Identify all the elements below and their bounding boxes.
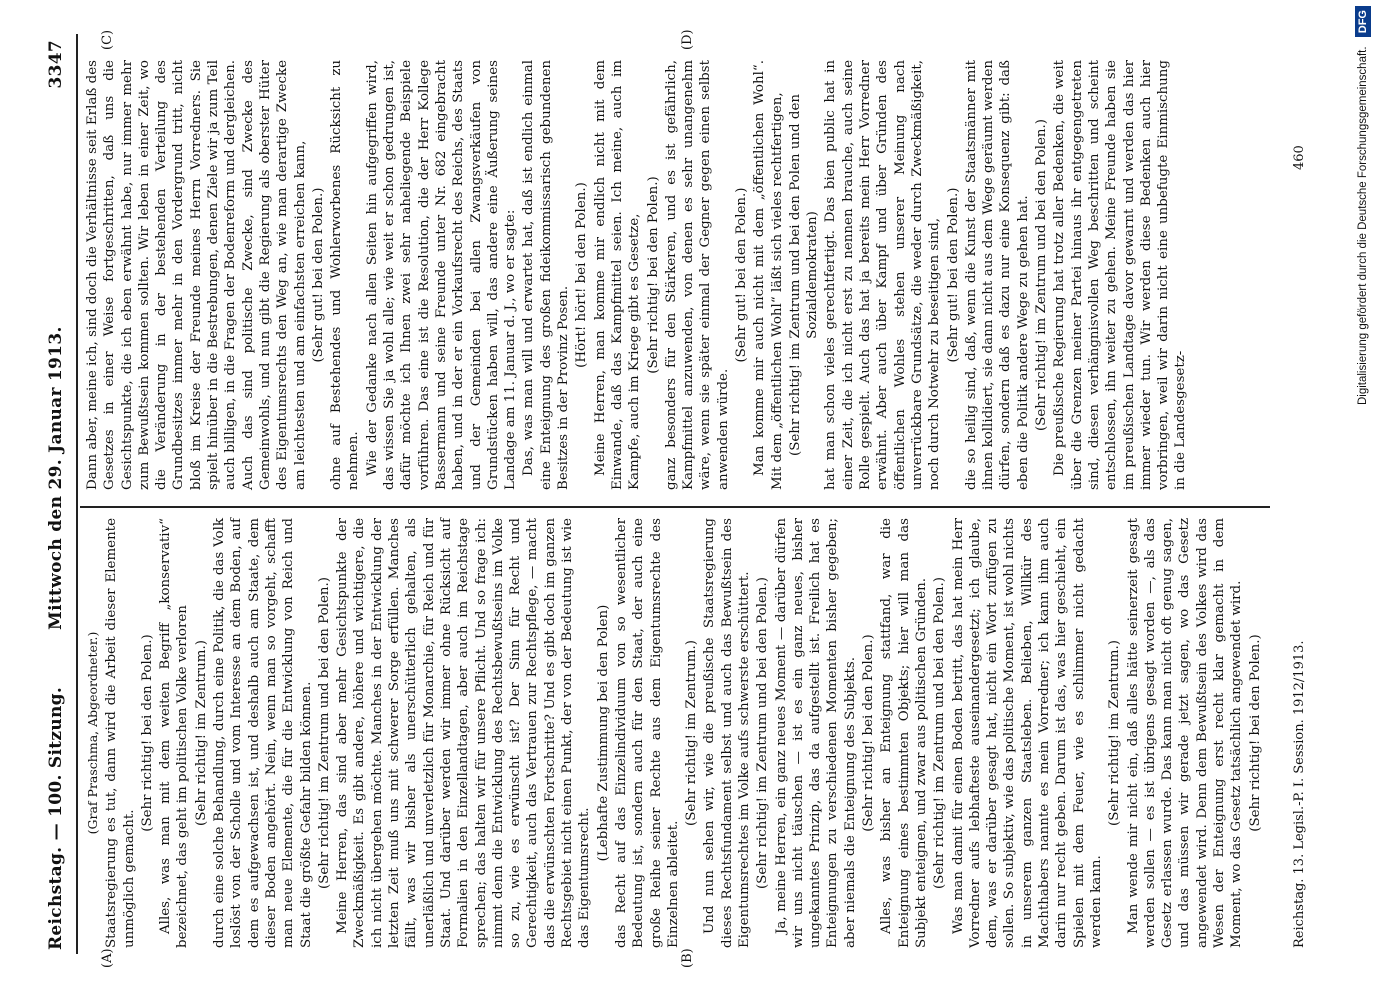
paragraph: durch eine solche Behandlung, durch eine Politik, die das Volk loslöst von der Scholle und vom Interesse an dem Boden, auf dem es aufgewachsen ist, und deshalb auch am Staate, dem dieser Boden angehört. Nein, wenn man so vorgeht, schafft man neue Elemente, die für die Entwicklung von Reich und Staat die größte Gefahr bilden können. <box>212 518 314 948</box>
paragraph: Und nun sehen wir, wie die preußische Staatsregierung dieses Rechtsfundament selbst und auch das Bewußtsein des Eigentumsrechtes im Volke aufs schwerste erschüttert. <box>702 518 752 948</box>
interjection: (Hört! hört! bei den Polen.) <box>574 182 590 368</box>
paragraph: Die preußische Regierung hat trotz aller Bedenken, die weit über die Grenzen meiner Partei hinaus ihr entgegengetreten sind, diesen verhängnisvollen Weg beschritten und scheint entschlossen, ihn weiter zu gehen. Meine Freunde haben sie im preußischen Landtage davor gewarnt und werden das hier immer wieder tun. Wir werden diese Bedenken auch hier vorbringen, weil wir darin nicht eine unbefugte Einmischung in die Landesgesetz- <box>1052 60 1189 490</box>
paragraph: ganz besonders für den Stärkeren, und es ist gefährlich, Kampfmittel anzuwenden, von denen es sehr unangenehm wäre, wenn sie später einmal der Gegner gegen einen selbst anwenden würde. <box>663 60 731 490</box>
interjection: (Sehr richtig! im Zentrum und bei den Polen.) <box>316 576 332 890</box>
interjection: (Sehr richtig! bei den Polen.) <box>139 634 155 832</box>
interjection: (Sehr richtig! bei den Polen.) <box>861 634 877 832</box>
dfg-logo: DFG <box>1355 6 1371 37</box>
digitization-note <box>1352 6 1380 996</box>
right-column <box>84 60 1191 490</box>
paragraph: Wie der Gedanke nach allen Seiten hin aufgegriffen wird, das wissen Sie ja wohl alle; wie weit er schon gedrungen ist, dafür möchte ich Ihnen zwei sehr naheliegende Beispiele vorführen. Das eine ist die Resolution, die der Herr Kollege Bassermann und seine Freunde unter Nr. 682 eingebracht haben, und in der er ein Vorkaufsrecht des Reichs, des Staats und der Gemeinden bei allen Zwangsverkäufen von Grundstücken haben will, das andere eine Äußerung seines Landage am 11. Januar d. J., wo er sagte: <box>364 60 519 490</box>
paragraph: Meine Herren, man komme mir endlich nicht mit dem Einwande, daß das Kampfmittel seien. Ich meine, auch im Kampfe, auch im Kriege gibt es Gesetze, <box>592 60 643 490</box>
paragraph: Meine Herren, das sind aber mehr Gesichtspunkte der Zweckmäßigkeit. Es gibt andere, höhere und wichtigere, die ich nicht übergehen möchte. Manches in der Entwicklung der letzten Zeit muß uns mit schwerer Sorge erfüllen. Manches fällt, was wir bisher als unerschütterlich gehalten, als unerläßlich und unverletzlich für Monarchie, für Reich und für Staat. Und darüber werden wir immer ohne Rücksicht auf Formalien in den Einzellandtagen, aber auch im Reichstage sprechen; das halten wir für unsere Pflicht. Und so frage ich: nimmt denn die Entwicklung des Rechtsbewußtseins im Volke so zu, wie es erwünscht ist? Der Sinn für Recht und Gerechtigkeit, auch das Vertrauen zur Rechtspflege, — macht das die erwünschten Fortschritte? Und es gibt doch im ganzen Rechtsgebiet nicht einen Punkt, der von der Bedeutung ist wie das Eigentumsrecht. <box>335 518 593 948</box>
paragraph: Man wende mir nicht ein, daß alles hätte seinerzeit gesagt werden sollen — es ist übrigens gesagt worden —, als das Gesetz erlassen wurde. Das kann man nicht oft genug sagen, und das müssen wir gerade jetzt sagen, wo das Gesetz angewendet wird. Denn dem Bewußtsein des Volkes wird das Wesen der Enteignung erst recht klar gemacht in dem Moment, wo das Gesetz tatsächlich angewendet wird. <box>1125 518 1245 948</box>
paragraph: Ja, meine Herren, ein ganz neues Moment — darüber dürfen wir uns nicht täuschen — ist es ein ganz neues, bisher ungekanntes Prinzip, das da aufgestellt ist. Freilich hat es Enteignungen zu verschiedenen Momenten bisher gegeben; aber niemals die Enteignung des Subjekts. <box>773 518 858 948</box>
interjection: (Lebhafte Zustimmung bei den Polen) <box>595 604 611 862</box>
paragraph: das Recht auf das Einzelindividuum von so wesentlicher Bedeutung ist, sondern auch für den Staat, der auch eine große Reihe seiner Rechte aus dem Eigentumsrechte des Einzelnen ableitet. <box>613 518 681 948</box>
interjection: (Sehr richtig! im Zentrum und bei den Polen.) <box>932 576 948 890</box>
column-divider <box>80 507 1270 509</box>
interjection: (Sehr gut! bei den Polen.) <box>733 187 749 363</box>
left-column <box>84 518 1265 948</box>
interjection: (Sehr richtig! bei den Polen.) <box>645 176 661 374</box>
interjection: (Sehr richtig! im Zentrum.) <box>193 640 209 826</box>
header-date: Mittwoch den 29. Januar 1913. <box>46 326 66 630</box>
paragraph: die so heilig sind, daß, wenn die Kunst der Staatsmänner mit ihnen kollidiert, sie dann nicht aus dem Wege geräumt werden dürfen, sondern daß es dazu nur eine Konsequenz gibt: daß eben die Politik andere Wege zu gehen hat. <box>963 60 1031 490</box>
margin-marker-c: (C) <box>100 29 115 50</box>
paragraph: Alles, was bisher an Enteignung stattfand, war die Enteignung eines bestimmten Objekts; hier will man das Subjekt enteignen, und zwar aus politischen Gründen. <box>879 518 929 948</box>
paragraph: Dann aber, meine ich, sind doch die Verhältnisse seit Erlaß des Gesetzes in einer Weise fortgeschritten, daß uns die Gesichtspunkte, die ich eben erwähnt habe, nur immer mehr zum Bewußtsein kommen sollten. Wir leben in einer Zeit, wo die Veränderung in der bestehenden Verteilung des Grundbesitzes immer mehr in den Vordergrund tritt, nicht bloß im Kreise der Freunde meines Herrn Vorredners. Sie spielt hinüber in die Bestrebungen, denen Ziele wir ja zum Teil auch billigen, in die Fragen der Bodenreform und dergleichen. Auch das sind politische Zwecke, sind Zwecke des Gemeinwohls, und nun gibt die Regierung als oberster Hüter des Eigentumsrechts den Weg an, wie man derartige Zwecke am leichtesten und am einfachsten erreichen kann, <box>85 60 308 490</box>
rotated-page <box>40 30 1340 970</box>
interjection: (Sehr richtig! im Zentrum und bei den Polen.) <box>1034 118 1050 432</box>
digitization-credit-text: Digitalisierung gefördert durch die Deutsche Forschungsgemeinschaft. <box>1357 46 1369 406</box>
paragraph: hat man schon vieles gerechtfertigt. Das bien public hat in einer Zeit, die ich nicht erst zu nennen brauche, auch seine Rolle gespielt. Auch das hat ja bereits mein Herr Vorredner erwähnt. Aber auch über Kampf und über Gründen des öffentlichen Wohles stehen unserer Meinung nach unverrückbare Grundsätze, die weder durch Zweckmäßigkeit, noch durch Notwehr zu beseitigen sind, <box>823 60 943 490</box>
interjection: (Sehr richtig! im Zentrum und bei den Polen.) <box>755 576 771 890</box>
interjection: (Sehr richtig! im Zentrum.) <box>1107 640 1123 826</box>
paragraph: Staatsregierung es tut, dann wird die Arbeit dieser Elemente unmöglich gemacht. <box>104 518 137 948</box>
margin-marker-d: (D) <box>680 29 695 50</box>
interjection: (Sehr richtig! im Zentrum.) <box>684 640 700 826</box>
footer-page-number: 460 <box>1292 145 1307 170</box>
page-header <box>40 30 72 970</box>
header-rule <box>76 34 78 954</box>
header-session: Reichstag. — 100. Sitzung. <box>46 686 66 950</box>
paragraph: Was man damit für einen Boden betritt, das hat mein Herr Vorredner aufs lebhafteste auseinandergesetzt; ich glaube, dem, was er darüber gesagt hat, nicht ein Wort zufügen zu sollen. So subjektiv, wie das politische Moment, ist wohl nichts in unserem ganzen Staatsleben. Belieben, Willkür des Machthabers nannte es mein Vorredner; ich kann ihm auch darin nur recht geben. Darum ist das, was hier geschieht, ein Spielen mit dem Feuer, wie es schlimmer nicht gedacht werden kann. <box>950 518 1104 948</box>
paragraph: ohne auf Bestehendes und Wohlerworbenes Rücksicht zu nehmen. <box>329 60 362 490</box>
header-page-number: 3347 <box>46 40 66 89</box>
interjection: (Sehr gut! bei den Polen.) <box>310 187 326 363</box>
paragraph: Man komme mir auch nicht mit dem „öffentlichen Wohl“. Mit dem „öffentlichen Wohl“ läßt sich vieles rechtfertigen, <box>752 60 785 490</box>
interjection: (Sehr richtig! bei den Polen.) <box>1247 634 1263 832</box>
margin-marker-a: (A) <box>100 948 115 968</box>
speaker-attribution: (Graf Praschma, Abgeordneter.) <box>85 631 100 835</box>
page-footer: Reichstag. 13. Legisl.-P. I. Session. 1912/1913. <box>1292 640 1307 948</box>
interjection: (Sehr richtig! im Zentrum und bei den Polen und den Sozialdemokraten) <box>787 93 821 457</box>
interjection: (Sehr gut! bei den Polen.) <box>945 187 961 363</box>
paragraph: Alles, was man mit dem weiten Begriff „konservativ“ bezeichnet, das geht im politischen Volke verloren <box>158 518 191 948</box>
margin-marker-b: (B) <box>680 948 695 968</box>
quoted-paragraph: Das, was man will und erwartet hat, daß ist endlich einmal eine Enteignung des großen fideikommissarisch gebundenen Besitzes in der Provinz Posen. <box>521 60 572 490</box>
